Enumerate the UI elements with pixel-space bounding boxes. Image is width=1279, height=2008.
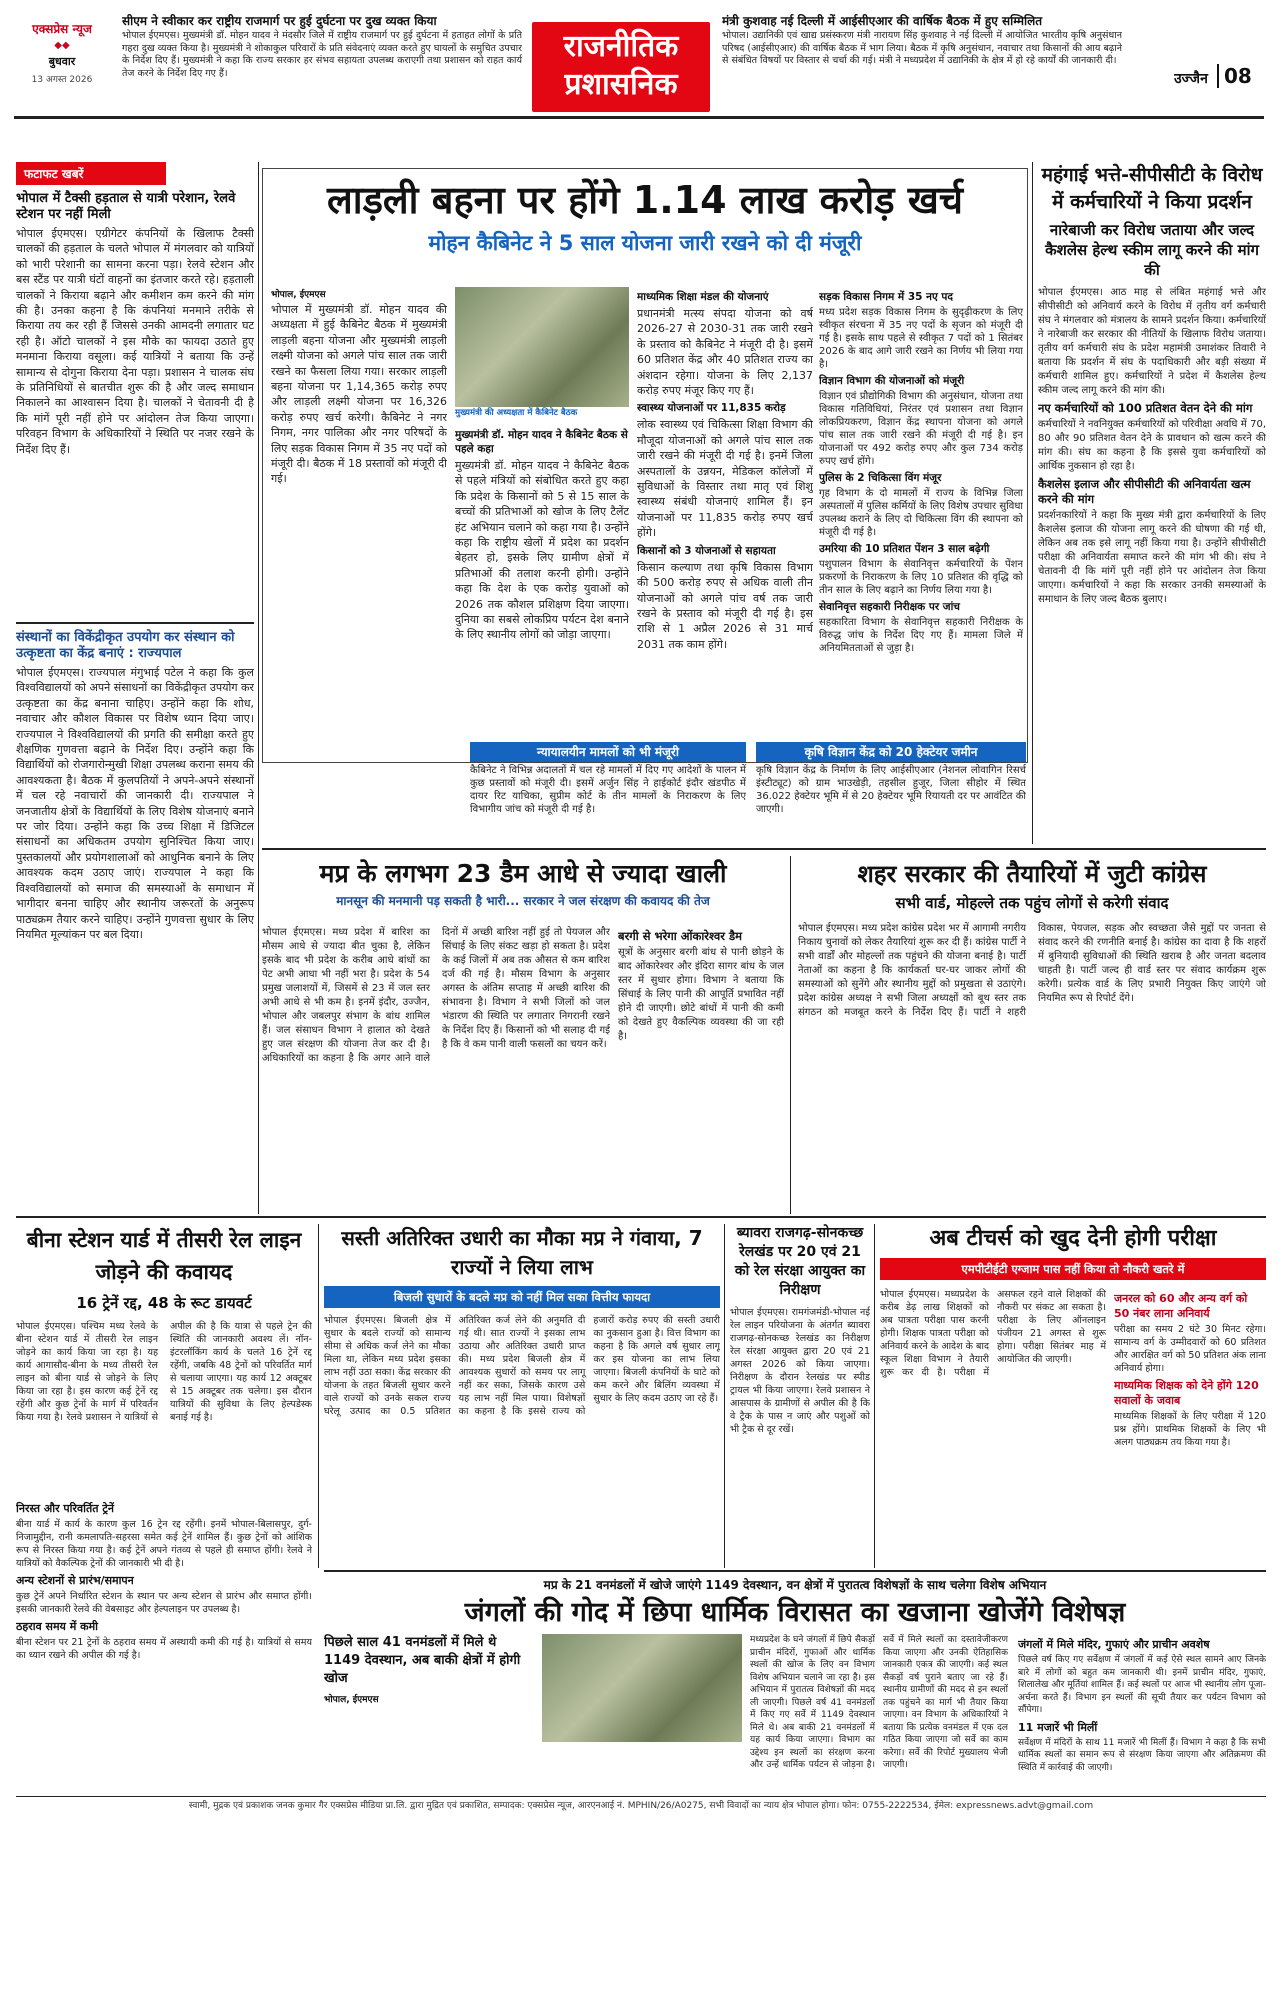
side-sec-4-title: उमरिया की 10 प्रतिशत पेंशन 3 साल बढ़ेगी	[819, 543, 990, 555]
teachers-body	[880, 1288, 1106, 1566]
lead-col-2	[455, 425, 629, 757]
column-divider-left	[258, 162, 259, 1214]
bina-text: भोपाल ईएमएस। पश्चिम मध्य रेलवे के बीना स्टेशन यार्ड में तीसरी रेल लाइन जोड़ने का कार्य किया जा रहा है। यह कार्य आगासौद-बीना के मध्य तीसरी रेल लाइन को बीना यार्ड से जोड़ने के लिए किया जा रहा है। इस कारण कई ट्रेनें रद्द रहेंगी और कुछ ट्रेनों के मार्ग में परिवर्तन किया गया है। रेलवे प्रशासन ने यात्रियों से अपील की है कि यात्रा से पहले ट्रेन की स्थिति की जानकारी अवश्य लें। नॉन-इंटरलॉकिंग कार्य के चलते 16 ट्रेनें रद्द रहेंगी, जबकि 48 ट्रेनों को परिवर्तित मार्ग से चलाया जाएगा। यह कार्य 12 अक्टूबर से 15 अक्टूबर तक चलेगा। इस दौरान यात्रियों की सुविधा के लिए हेल्पडेस्क बनाई गई है।	[16, 1321, 312, 1423]
side-sec-5-title: सेवानिवृत्त सहकारी निरीक्षक पर जांच	[819, 601, 960, 613]
bina-sub-1: निरस्त और परिवर्तित ट्रेनें	[16, 1502, 114, 1515]
bina-sub-2: अन्य स्टेशनों से प्रारंभ/समापन	[16, 1574, 134, 1587]
section-title-line2: प्रशासनिक	[564, 67, 678, 102]
right-story-sub-2: कैशलेस इलाज और सीपीसीटी की अनिवार्यता खत्म करने की मांग	[1038, 477, 1251, 506]
section-title	[532, 22, 710, 112]
tobra-title: ब्यावरा राजगढ़-सोनकच्छ रेलखंड पर 20 एवं 21 को रेल संरक्षा आयुक्त का निरीक्षण	[734, 1225, 866, 1298]
loan-story	[324, 1224, 720, 1568]
heritage-side-title: जंगलों में मिले मंदिर, गुफाएं और प्राचीन अवशेष	[1018, 1638, 1210, 1651]
column-divider-mid	[790, 856, 791, 1214]
heritage-side-text-2: सर्वेक्षण में मंदिरों के साथ 11 मजारें भी मिलीं हैं। विभाग ने कहा है कि सभी धार्मिक स्थलों का समान रूप से संरक्षण किया जाएगा और अतिक्रमण की स्थिति में कार्रवाई की जाएगी।	[1018, 1737, 1266, 1773]
right-story	[1038, 162, 1266, 844]
heritage-side-text: पिछले वर्ष किए गए सर्वेक्षण में जंगलों में कई ऐसे स्थल सामने आए जिनके बारे में लोगों को बहुत कम जानकारी थी। इनमें प्राचीन मंदिर, गुफाएं, शिलालेख और मूर्तियां शामिल हैं। कई स्थलों पर आज भी स्थानीय लोग पूजा-अर्चना करते हैं। विभाग इन स्थलों की सूची तैयार कर पर्यटन विभाग को सौंपेगा।	[1018, 1655, 1266, 1715]
lead-blue-sub-3: किसानों को 3 योजनाओं से सहायता	[637, 544, 776, 557]
footer-imprint: स्वामी, मुद्रक एवं प्रकाशक जनक कुमार गैर एक्सप्रेस मीडिया प्रा.लि. द्वारा मुद्रित एवं प्रकाशित, सम्पादक: एक्सप्रेस न्यूज, आरएनआई नं. MPHIN/26/A0275, सभी विवादों का न्याय क्षेत्र भोपाल होगा। फोन: 0755-2222534, ईमेल: expressnews.advt@gmail.com	[188, 1801, 1094, 1811]
side-sec-4-text: पशुपालन विभाग के सेवानिवृत्त कर्मचारियों के पेंशन प्रकरणों के निराकरण के लिए 10 प्रतिशत की वृद्धि को तीन साल के लिए बढ़ाने का निर्णय लिया गया है।	[819, 559, 1023, 596]
lead-side-panel	[819, 287, 1023, 757]
fatafat-item-2-title: संस्थानों का विकेंद्रीकृत उपयोग कर संस्थान को उत्कृष्टता का केंद्र बनाएं : राज्यपाल	[16, 630, 235, 661]
lead-text-2: मुख्यमंत्री डॉ. मोहन यादव ने कैबिनेट बैठक से पहले मंत्रियों को संबोधित करते हुए कहा कि प्रदेश के किसानों को 5 से 15 साल के बच्चों की प्रतिभाओं को खोज के लिए टैलेंट हंट अभियान चलाने को कहा गया है। उन्होंने कहा कि राष्ट्रीय खेलों में प्रदेश का प्रदर्शन बेहतर हो, इसके लिए ग्रामीण क्षेत्रों में प्रतिभाओं की तलाश करनी होगी। उन्होंने कहा कि देश के एक करोड़ युवाओं को 2026 तक कौशल प्रशिक्षण दिया जाएगा। दुनिया का सबसे लोकप्रिय पर्यटन देश बनाने के लिए स्थानीय लोगों को जोड़ा जाएगा।	[455, 459, 629, 642]
right-story-text-2: कर्मचारियों ने नवनियुक्त कर्मचारियों को परिवीक्षा अवधि में 70, 80 और 90 प्रतिशत वेतन देने के प्रावधान को खत्म करने की मांग की। संघ का कहना है कि इससे युवा कर्मचारियों को आर्थिक नुकसान हो रहा है।	[1038, 419, 1266, 472]
section-divider-3	[324, 1570, 1266, 1572]
heritage-story	[324, 1576, 1266, 1792]
bina-text-3: कुछ ट्रेनें अपने निर्धारित स्टेशन के स्थान पर अन्य स्टेशन से प्रारंभ और समाप्त होंगी। इसकी जानकारी रेलवे की वेबसाइट और हेल्पलाइन पर उपलब्ध है।	[16, 1591, 312, 1615]
column-divider-right	[1032, 162, 1033, 844]
lead-blue-text-3: किसान कल्याण तथा कृषि विकास विभाग की 500 करोड़ रुपए से अधिक वाली तीन योजनाओं को अगले पांच वर्ष तक जारी रखने के प्रस्ताव को मंजूरी दी गई है। इस राशि से 1 अप्रैल 2026 से 31 मार्च 2031 तक काम होंगे।	[637, 560, 813, 651]
loan-ribbon: बिजली सुधारों के बदले मप्र को नहीं मिल सका वित्तीय फायदा	[324, 1286, 720, 1308]
lead-col-3	[637, 287, 813, 757]
section-divider-1	[262, 848, 1266, 850]
lead-title: लाड़ली बहना पर होंगे 1.14 लाख करोड़ खर्च	[326, 178, 964, 222]
side-sec-5-text: सहकारिता विभाग के सेवानिवृत्त सहकारी निरीक्षक के विरुद्ध जांच के निर्देश दिए गए हैं। मामला जिले में अनियमितताओं से जुड़ा है।	[819, 617, 1023, 654]
logo-block	[20, 20, 104, 106]
top-story-2	[722, 14, 1122, 114]
lead-col-1	[271, 287, 447, 757]
teachers-title: अब टीचर्स को खुद देनी होगी परीक्षा	[929, 1226, 1217, 1251]
heritage-byline: भोपाल, ईएमएस	[324, 1695, 379, 1705]
dam-story	[262, 856, 784, 1214]
fatafat-item-1-text: भोपाल ईएमएस। एग्रीगेटर कंपनियों के खिलाफ टैक्सी चालकों की हड़ताल के चलते भोपाल में मंगलवार को यात्रियों को भारी परेशानी का सामना करना पड़ा। रेलवे स्टेशन और बस स्टैंड पर यात्री घंटों वाहनों का इंतजार करते रहे। हड़ताली चालकों ने किराया बढ़ाने और कमीशन कम करने की मांग की है। उनका कहना है कि कंपनियां मनमाने तरीके से किराया तय कर रही हैं जिससे उनकी आमदनी लगातार घट रही है। ऑटो चालकों ने इस मौके का फायदा उठाते हुए मनमाना किराया वसूला। कई यात्रियों ने बताया कि उन्हें सामान्य से दोगुना किराया देना पड़ा। प्रशासन ने चालक संघ के प्रतिनिधियों से बातचीत शुरू की है और जल्द समाधान निकालने का आश्वासन दिया है। चालकों ने चेतावनी दी है कि मांगें पूरी नहीं होने पर आंदोलन तेज किया जाएगा। परिवहन विभाग के अधिकारियों ने स्थिति पर नजर रखने के निर्देश दिए हैं।	[16, 227, 254, 456]
heritage-kicker: मप्र के 21 वनमंडलों में खोजे जाएंगे 1149 देवस्थान, वन क्षेत्रों में पुरातत्व विशेषज्ञों के साथ चलेगा विशेष अभियान	[543, 1578, 1047, 1592]
lead-ribbon-right	[756, 742, 1026, 842]
right-story-sub-1: नए कर्मचारियों को 100 प्रतिशत वेतन देने की मांग	[1038, 401, 1253, 415]
ribbon-left-text: कैबिनेट ने विभिन्न अदालतों में चल रहे मामलों में दिए गए आदेशों के पालन में कुछ प्रस्तावों को मंजूरी दी। इसमें अर्जुन सिंह ने हाईकोर्ट इंदौर खंडपीठ में दायर रिट याचिका, सुप्रीम कोर्ट के तीन मामलों के निराकरण के लिए विभागीय जांच को मंजूरी दी गई है।	[470, 765, 746, 815]
bina-text-4: बीना स्टेशन पर 21 ट्रेनों के ठहराव समय में अस्थायी कमी की गई है। यात्रियों से समय का ध्यान रखने की अपील की गई है।	[16, 1637, 312, 1661]
fatafat-column	[16, 162, 254, 1214]
congress-text: भोपाल ईएमएस। मध्य प्रदेश कांग्रेस प्रदेश भर में आगामी नगरीय निकाय चुनावों को लेकर तैयारियां शुरू कर दी हैं। कांग्रेस पार्टी ने सभी वार्डों और मोहल्लों तक पहुंचने की योजना बनाई है। पार्टी नेताओं का कहना है कि कार्यकर्ता घर-घर जाकर लोगों की समस्याओं को सुनेंगे और स्थानीय मुद्दों को प्रमुखता से उठाएंगे। प्रदेश कांग्रेस अध्यक्ष ने सभी जिला अध्यक्षों को बूथ स्तर तक संगठन को मजबूत करने के निर्देश दिए हैं। पार्टी ने शहरी विकास, पेयजल, सड़क और स्वच्छता जैसे मुद्दों पर जनता से संवाद करने की रणनीति बनाई है। कांग्रेस का दावा है कि शहरों में बुनियादी सुविधाओं की स्थिति खराब है और जनता बदलाव चाहती है। पार्टी जल्द ही वार्ड स्तर पर संवाद कार्यक्रम शुरू करेगी। प्रत्येक वार्ड के लिए प्रभारी नियुक्त किए जाएंगे जो नियमित रूप से रिपोर्ट देंगे।	[798, 923, 1266, 1018]
right-story-deck: नारेबाजी कर विरोध जताया और जल्द कैशलेस हेल्थ स्कीम लागू करने की मांग की	[1045, 221, 1259, 279]
top-story-1	[122, 14, 522, 114]
lead-text-1: भोपाल में मुख्यमंत्री डॉ. मोहन यादव की अध्यक्षता में हुई कैबिनेट बैठक में मुख्यमंत्री लाड़ली बहना योजना और मुख्यमंत्री लाड़ली लक्ष्मी योजना को अगले पांच साल तक जारी रखने का फैसला लिया गया। सरकार लाड़ली बहना योजना पर 1,14,365 करोड़ रुपए और लाड़ली लक्ष्मी योजना पर 16,326 करोड़ रुपए खर्च करेगी। कैबिनेट ने नगर निगम, नगर पालिका और नगर परिषदों के लिए सड़क विकास निगम में 35 नए पदों को मंजूरी दी। बैठक में 18 प्रस्तावों को मंजूरी दी गई।	[271, 303, 447, 486]
lead-blue-text-1: प्रधानमंत्री मत्स्य संपदा योजना को वर्ष 2026-27 से 2030-31 तक जारी रखने के प्रस्ताव को कैबिनेट ने मंजूरी दी है। इसमें 60 प्रतिशत केंद्र और 40 प्रतिशत राज्य का अंशदान रहेगा। योजना के लिए 2,137 करोड़ रुपए मंजूर किए गए हैं।	[637, 307, 813, 398]
city-name: उज्जैन	[1174, 71, 1208, 87]
page-number: 08	[1217, 64, 1252, 88]
heritage-sub-title: पिछले साल 41 वनमंडलों में मिले थे 1149 देवस्थान, अब बाकी क्षेत्रों में होगी खोज	[324, 1635, 521, 1686]
right-story-text-1: भोपाल ईएमएस। आठ माह से लंबित महंगाई भत्ते और सीपीसीटी को अनिवार्य करने के विरोध में तृतीय वर्ग कर्मचारी संघ ने मंगलवार को मंत्रालय के सामने प्रदर्शन किया। कर्मचारियों ने नारेबाजी कर सरकार की नीतियों के खिलाफ विरोध जताया। तृतीय वर्ग कर्मचारी संघ के प्रदेश महामंत्री उमाशंकर तिवारी ने बताया कि प्रदर्शन में संघ के पदाधिकारी और बड़ी संख्या में कर्मचारी शामिल हुए। कर्मचारियों ने प्रदेश में कैशलेस हेल्थ स्कीम जल्द लागू करने की मांग की।	[1038, 287, 1266, 396]
heritage-text-wrap	[750, 1634, 1008, 1790]
masthead-divider	[14, 116, 1264, 119]
lead-byline: भोपाल, ईएमएस	[271, 290, 326, 300]
section-divider-2	[16, 1216, 1266, 1218]
lead-blue-sub-2: स्वास्थ्य योजनाओं पर 11,835 करोड़	[637, 402, 786, 415]
heritage-text: मध्यप्रदेश के घने जंगलों में छिपे सैकड़ों प्राचीन मंदिरों, गुफाओं और धार्मिक स्थलों की खोज के लिए वन विभाग विशेष अभियान चलाने जा रहा है। इस अभियान में पुरातत्व विशेषज्ञों की मदद ली जाएगी। पिछले वर्ष 41 वनमंडलों में किए गए सर्वे में 1149 देवस्थान मिले थे। अब बाकी 21 वनमंडलों में यह कार्य किया जाएगा। विभाग का उद्देश्य इन स्थलों का संरक्षण करना और उन्हें धार्मिक पर्यटन से जोड़ना है। सर्वे में मिले स्थलों का दस्तावेजीकरण किया जाएगा और उनकी ऐतिहासिक जानकारी एकत्र की जाएगी। कई स्थल सैकड़ों वर्ष पुराने बताए जा रहे हैं। स्थानीय ग्रामीणों की मदद से इन स्थलों तक पहुंचने का मार्ग भी तैयार किया जाएगा। वन विभाग के अधिकारियों ने बताया कि प्रत्येक वनमंडल में एक दल गठित किया जाएगा जो सर्वे का काम करेगा। सर्वे की रिपोर्ट मुख्यालय भेजी जाएगी।	[750, 1635, 1008, 1770]
teachers-text-3: माध्यमिक शिक्षकों के लिए परीक्षा में 120 प्रश्न होंगे। प्राथमिक शिक्षकों के लिए भी अलग पाठ्यक्रम तय किया गया है।	[1114, 1411, 1266, 1448]
right-story-title: महंगाई भत्ते-सीपीसीटी के विरोध में कर्मचारियों ने किया प्रदर्शन	[1041, 164, 1263, 213]
side-sec-2-text: विज्ञान एवं प्रौद्योगिकी विभाग की अनुसंधान, योजना तथा विकास गतिविधियां, निरंतर एवं प्रशासन तथा विज्ञान लोकप्रियकरण, विज्ञान केंद्र स्थापना योजना को अगले पांच साल तक जारी रखने की मंजूरी दी गई है। इन योजनाओं पर 492 करोड़ रुपए और कुल 734 करोड़ रुपए खर्च होंगे।	[819, 391, 1023, 467]
dam-title: मप्र के लगभग 23 डैम आधे से ज्यादा खाली	[319, 859, 727, 888]
heritage-subbox	[324, 1634, 534, 1790]
heritage-photo	[542, 1634, 742, 1742]
masthead	[14, 6, 1264, 116]
column-divider-b1	[318, 1224, 319, 1568]
lead-photo	[455, 287, 629, 421]
masthead-date: 13 अगस्त 2026	[31, 75, 93, 85]
ribbon-right-title: कृषि विज्ञान केंद्र को 20 हेक्टेयर जमीन	[756, 742, 1026, 762]
dam-side-text: सूत्रों के अनुसार बरगी बांध से पानी छोड़ने के बाद ओंकारेश्वर और इंदिरा सागर बांध के जल स्तर में सुधार होगा। विभाग ने बताया कि सिंचाई के लिए पानी की आपूर्ति प्रभावित नहीं होने दी जाएगी। छोटे बांधों में पानी की कमी को देखते हुए वैकल्पिक व्यवस्था की जा रही है।	[618, 947, 784, 1042]
ribbon-right-text: कृषि विज्ञान केंद्र के निर्माण के लिए आईसीएआर (नेशनल लोवागिन रिसर्च इंस्टीट्यूट) को ग्राम भाउखेड़ी, तहसील हुजूर, जिला सीहोर में स्थित 36.022 हेक्टेयर भूमि में से 20 हेक्टेयर भूमि रियायती दर पर आवंटित की जाएगी।	[756, 765, 1026, 815]
lead-deck: मोहन कैबिनेट ने 5 साल योजना जारी रखने को दी मंजूरी	[273, 227, 1017, 259]
dam-side-title: बरगी से भरेगा ओंकारेश्वर डैम	[618, 929, 743, 943]
side-sec-3-text: गृह विभाग के दो मामलों में राज्य के विभिन्न जिला अस्पतालों में पुलिस कर्मियों के लिए विशेष उपचार सुविधा उपलब्ध कराने के लिए दो चिकित्सा विंग की स्थापना को मंजूरी दी गई है।	[819, 488, 1023, 538]
bina-title: बीना स्टेशन यार्ड में तीसरी रेल लाइन जोड़ने की कवायद	[26, 1228, 302, 1284]
loan-text: भोपाल ईएमएस। बिजली क्षेत्र में सुधार के बदले राज्यों को सामान्य सीमा से अधिक कर्ज लेने का मौका मिला था, लेकिन मध्य प्रदेश इसका लाभ नहीं उठा सका। केंद्र सरकार की योजना के तहत बिजली सुधार करने वाले राज्यों को उनके सकल राज्य घरेलू उत्पाद का 0.5 प्रतिशत अतिरिक्त कर्ज लेने की अनुमति दी गई थी। सात राज्यों ने इसका लाभ उठाया और अतिरिक्त उधारी प्राप्त की। मध्य प्रदेश बिजली क्षेत्र में आवश्यक सुधारों को समय पर लागू नहीं कर सका, जिसके कारण उसे यह लाभ नहीं मिल पाया। विशेषज्ञों का कहना है कि इससे राज्य को हजारों करोड़ रुपए की सस्ती उधारी का नुकसान हुआ है। वित्त विभाग का कहना है कि अगले वर्ष सुधार लागू कर इस योजना का लाभ लिया जाएगा। बिजली कंपनियों के घाटे को कम करने और बिलिंग व्यवस्था में सुधार के लिए कदम उठाए जा रहे हैं।	[324, 1315, 720, 1417]
congress-story	[798, 856, 1266, 1214]
top-story-2-title: मंत्री कुशवाह नई दिल्ली में आईसीएआर की वार्षिक बैठक में हुए सम्मिलित	[722, 14, 1043, 28]
teachers-text-2: परीक्षा का समय 2 घंटे 30 मिनट रहेगा। सामान्य वर्ग के उम्मीदवारों को 60 प्रतिशत और आरक्षित वर्ग को 50 प्रतिशत अंक लाना अनिवार्य होगा।	[1114, 1324, 1266, 1374]
right-story-text-3: प्रदर्शनकारियों ने कहा कि मुख्य मंत्री द्वारा कर्मचारियों के लिए कैशलेस इलाज की योजना लागू करने की घोषणा की गई थी, लेकिन अब तक इसे लागू नहीं किया गया है। उन्होंने सीपीसीटी परीक्षा की अनिवार्यता समाप्त करने की मांग भी की। संघ ने चेतावनी दी कि मांगें पूरी नहीं होने पर आंदोलन तेज किया जाएगा। कर्मचारियों ने कहा कि सरकार उनकी समस्याओं के समाधान के लिए जल्द बैठक बुलाए।	[1038, 510, 1266, 605]
footer-divider	[16, 1796, 1266, 1797]
bina-text-2: बीना यार्ड में कार्य के कारण कुल 16 ट्रेन रद्द रहेंगी। इनमें भोपाल-बिलासपुर, दुर्ग-निजामुद्दीन, रानी कमलापति-सहरसा समेत कई ट्रेनें शामिल हैं। कुछ ट्रेनों को आंशिक रूप से निरस्त किया गया है। कई ट्रेनें अपने गंतव्य से पहले ही समाप्त होंगी। रेलवे ने यात्रियों को वैकल्पिक ट्रेनों की जानकारी भी दी है।	[16, 1519, 312, 1569]
side-sec-2-title: विज्ञान विभाग की योजनाओं को मंजूरी	[819, 375, 965, 387]
dam-body	[262, 926, 610, 1211]
heritage-side-sub: 11 मजारें भी मिलीं	[1018, 1720, 1098, 1734]
masthead-day: बुधवार	[48, 55, 76, 68]
lead-blue-sub-1: माध्यमिक शिक्षा मंडल की योजनाएं	[637, 291, 769, 303]
side-sec-1-text: मध्य प्रदेश सड़क विकास निगम के सुदृढ़ीकरण के लिए स्वीकृत संरचना में 35 नए पदों के सृजन को मंजूरी दी गई है। इसके साथ पहले से स्वीकृत 7 पदों को 1 सितंबर 2026 के बाद आगे जारी रखने का निर्णय भी लिया गया है।	[819, 307, 1023, 370]
section-title-line1: राजनीतिक	[563, 29, 679, 64]
teachers-ribbon: एमपीटीईटी एग्जाम पास नहीं किया तो नौकरी खतरे में	[880, 1258, 1266, 1280]
top-story-2-text: भोपाल। उद्यानिकी एवं खाद्य प्रसंस्करण मंत्री नारायण सिंह कुशवाह ने नई दिल्ली में आयोजित भारतीय कृषि अनुसंधान परिषद (आईसीएआर) की वार्षिक बैठक में भाग लिया। बैठक में कृषि अनुसंधान, नवाचार तथा किसानों की आय बढ़ाने से संबंधित विषयों पर विस्तार से चर्चा की गई। मंत्री ने मध्यप्रदेश में उद्यानिकी के क्षेत्र में हो रहे कार्यों की जानकारी दी।	[722, 30, 1122, 66]
heritage-side	[1018, 1634, 1266, 1790]
lead-sub-1: मुख्यमंत्री डॉ. मोहन यादव ने कैबिनेट बैठक से पहले कहा	[455, 429, 628, 455]
congress-title: शहर सरकार की तैयारियों में जुटी कांग्रेस	[857, 860, 1207, 888]
column-divider-b3	[874, 1224, 875, 1568]
diamond-icon: ◆◆	[54, 40, 70, 51]
bina-deck: 16 ट्रेनें रद्द, 48 के रूट डायवर्ट	[76, 1294, 252, 1312]
teachers-text: भोपाल ईएमएस। मध्यप्रदेश के करीब डेढ़ लाख शिक्षकों को अब पात्रता परीक्षा पास करनी होगी। शिक्षक पात्रता परीक्षा को अनिवार्य करने के आदेश के बाद स्कूल शिक्षा विभाग ने तैयारी शुरू कर दी है। परीक्षा में असफल रहने वाले शिक्षकों की नौकरी पर संकट आ सकता है। परीक्षा के लिए ऑनलाइन पंजीयन 21 अगस्त से शुरू होगा। परीक्षा सितंबर माह में आयोजित की जाएगी।	[880, 1289, 1106, 1378]
top-story-1-title: सीएम ने स्वीकार कर राष्ट्रीय राजमार्ग पर हुई दुर्घटना पर दुख व्यक्त किया	[122, 14, 437, 28]
teachers-sub-1: जनरल को 60 और अन्य वर्ग को 50 नंबर लाना अनिवार्य	[1114, 1292, 1248, 1320]
congress-deck: सभी वार्ड, मोहल्ले तक पहुंच लोगों से करेगी संवाद	[895, 894, 1169, 912]
tobra-text: भोपाल ईएमएस। रामगंजमंडी-भोपाल नई रेल लाइन परियोजना के अंतर्गत ब्यावरा राजगढ़-सोनकच्छ रेलखंड का निरीक्षण रेल संरक्षा आयुक्त द्वारा 20 एवं 21 अगस्त 2026 को किया जाएगा। निरीक्षण के दौरान रेलखंड पर स्पीड ट्रायल भी किया जाएगा। रेलवे प्रशासन ने आसपास के ग्रामीणों से अपील की है कि वे ट्रैक के पास न जाएं और पशुओं को भी ट्रैक से दूर रखें।	[730, 1307, 870, 1435]
tobra-story	[730, 1224, 870, 1568]
fatafat-label: फटाफट खबरें	[16, 162, 166, 185]
page-number-block	[1174, 64, 1264, 94]
bina-sub-3: ठहराव समय में कमी	[16, 1620, 99, 1633]
loan-title: सस्ती अतिरिक्त उधारी का मौका मप्र ने गंवाया, 7 राज्यों ने लिया लाभ	[341, 1226, 703, 1279]
teachers-story	[880, 1224, 1266, 1568]
dam-side	[618, 926, 784, 1211]
teachers-side	[1114, 1288, 1266, 1566]
top-story-1-text: भोपाल ईएमएस। मुख्यमंत्री डॉ. मोहन यादव ने मंदसौर जिले में राष्ट्रीय राजमार्ग पर हुई दुर्घटना में हताहत लोगों के प्रति गहरा दुख व्यक्त किया है। मुख्यमंत्री ने शोकाकुल परिवारों के प्रति संवेदनाएं व्यक्त करते हुए घायलों के समुचित उपचार के निर्देश दिए हैं। मुख्यमंत्री ने कहा कि राज्य सरकार हर संभव सहायता उपलब्ध कराएगी तथा प्रशासन को राहत कार्य तेज करने के निर्देश दिए गए हैं।	[122, 30, 522, 79]
fatafat-item-1-title: भोपाल में टैक्सी हड़ताल से यात्री परेशान, रेलवे स्टेशन पर नहीं मिली	[16, 191, 236, 222]
side-sec-3-title: पुलिस के 2 चिकित्सा विंग मंजूर	[819, 472, 942, 484]
cabinet-photo	[455, 287, 629, 407]
side-sec-1-title: सड़क विकास निगम में 35 नए पद	[819, 291, 953, 303]
fatafat-item-2-text: भोपाल ईएमएस। राज्यपाल मंगुभाई पटेल ने कहा कि कुल विश्वविद्यालयों को अपने संसाधनों का विकेंद्रीकृत उपयोग कर उत्कृष्टता का केंद्र बनाना चाहिए। उन्होंने कहा कि शोध, नवाचार और कौशल विकास पर विशेष ध्यान दिया जाए। राज्यपाल ने विश्वविद्यालयों की प्रगति की समीक्षा करते हुए शैक्षणिक गुणवत्ता बढ़ाने के निर्देश दिए। उन्होंने कहा कि विद्यार्थियों को रोजगारोन्मुखी शिक्षा उपलब्ध कराना समय की आवश्यकता है। बैठक में कुलपतियों ने अपने-अपने संस्थानों में चल रहे नवाचारों की जानकारी दी। राज्यपाल ने जनजातीय क्षेत्रों के विद्यार्थियों के लिए विशेष योजनाएं बनाने पर जोर दिया। उन्होंने कहा कि उच्च शिक्षा में डिजिटल संसाधनों का अधिकतम उपयोग सुनिश्चित किया जाए। पुस्तकालयों और प्रयोगशालाओं को आधुनिक बनाने के लिए आवश्यक कदम उठाए जाएं। राज्यपाल ने कहा कि विश्वविद्यालयों को समाज की समस्याओं के समाधान में भागीदार बनना चाहिए और स्थानीय जरूरतों के अनुरूप पाठ्यक्रम तैयार करने चाहिए। उन्होंने गुणवत्ता सुधार के लिए नियमित मूल्यांकन पर बल दिया।	[16, 666, 254, 941]
lead-story	[262, 168, 1028, 763]
ribbon-left-title: न्यायालयीन मामलों को भी मंजूरी	[470, 742, 746, 762]
bina-story	[16, 1224, 312, 1792]
heritage-title: जंगलों की गोद में छिपा धार्मिक विरासत का खजाना खोजेंगे विशेषज्ञ	[464, 1597, 1126, 1628]
teachers-sub-2: माध्यमिक शिक्षक को देने होंगे 120 सवालों के जवाब	[1114, 1379, 1259, 1407]
lead-ribbon-left	[470, 742, 746, 842]
dam-text: भोपाल ईएमएस। मध्य प्रदेश में बारिश का मौसम आधे से ज्यादा बीत चुका है, लेकिन इसके बाद भी प्रदेश के करीब आधे बांधों का पेट अभी आधा भी नहीं भरा है। प्रदेश के 54 प्रमुख जलाशयों में, जिसमें से 23 में जल स्तर अभी आधे से भी कम है। इनमें इंदौर, उज्जैन, भोपाल और जबलपुर संभाग के बांध शामिल हैं। जल संसाधन विभाग ने हालात को देखते हुए जल संरक्षण की योजना तेज कर दी है। अधिकारियों का कहना है कि अगर आने वाले दिनों में अच्छी बारिश नहीं हुई तो पेयजल और सिंचाई के लिए संकट खड़ा हो सकता है। प्रदेश के कई जिलों में अब तक औसत से कम बारिश दर्ज की गई है। मौसम विभाग के अनुसार अगस्त के अंतिम सप्ताह में अच्छी बारिश की संभावना है। विभाग ने सभी जिलों को जल भंडारण की स्थिति पर लगातार निगरानी रखने के निर्देश दिए हैं। किसानों को भी सलाह दी गई है कि वे कम पानी वाली फसलों का चयन करें।	[262, 927, 610, 1064]
dam-deck: मानसून की मनमानी पड़ सकती है भारी... सरकार ने जल संरक्षण की कवायद की तेज	[336, 894, 710, 908]
logo: एक्सप्रेस न्यूज	[32, 22, 92, 36]
lead-photo-caption: मुख्यमंत्री की अध्यक्षता में कैबिनेट बैठक	[455, 408, 578, 418]
lead-blue-text-2: लोक स्वास्थ्य एवं चिकित्सा शिक्षा विभाग की मौजूदा योजनाओं को अगले पांच साल तक जारी रखने की मंजूरी दी गई है। इनमें जिला अस्पतालों के उन्नयन, मेडिकल कॉलेजों में सुविधाओं के विस्तार तथा मातृ एवं शिशु स्वास्थ्य संबंधी योजनाएं शामिल हैं। इन योजनाओं पर 11,835 करोड़ रुपए खर्च होंगे।	[637, 418, 813, 540]
column-divider-b2	[724, 1224, 725, 1568]
